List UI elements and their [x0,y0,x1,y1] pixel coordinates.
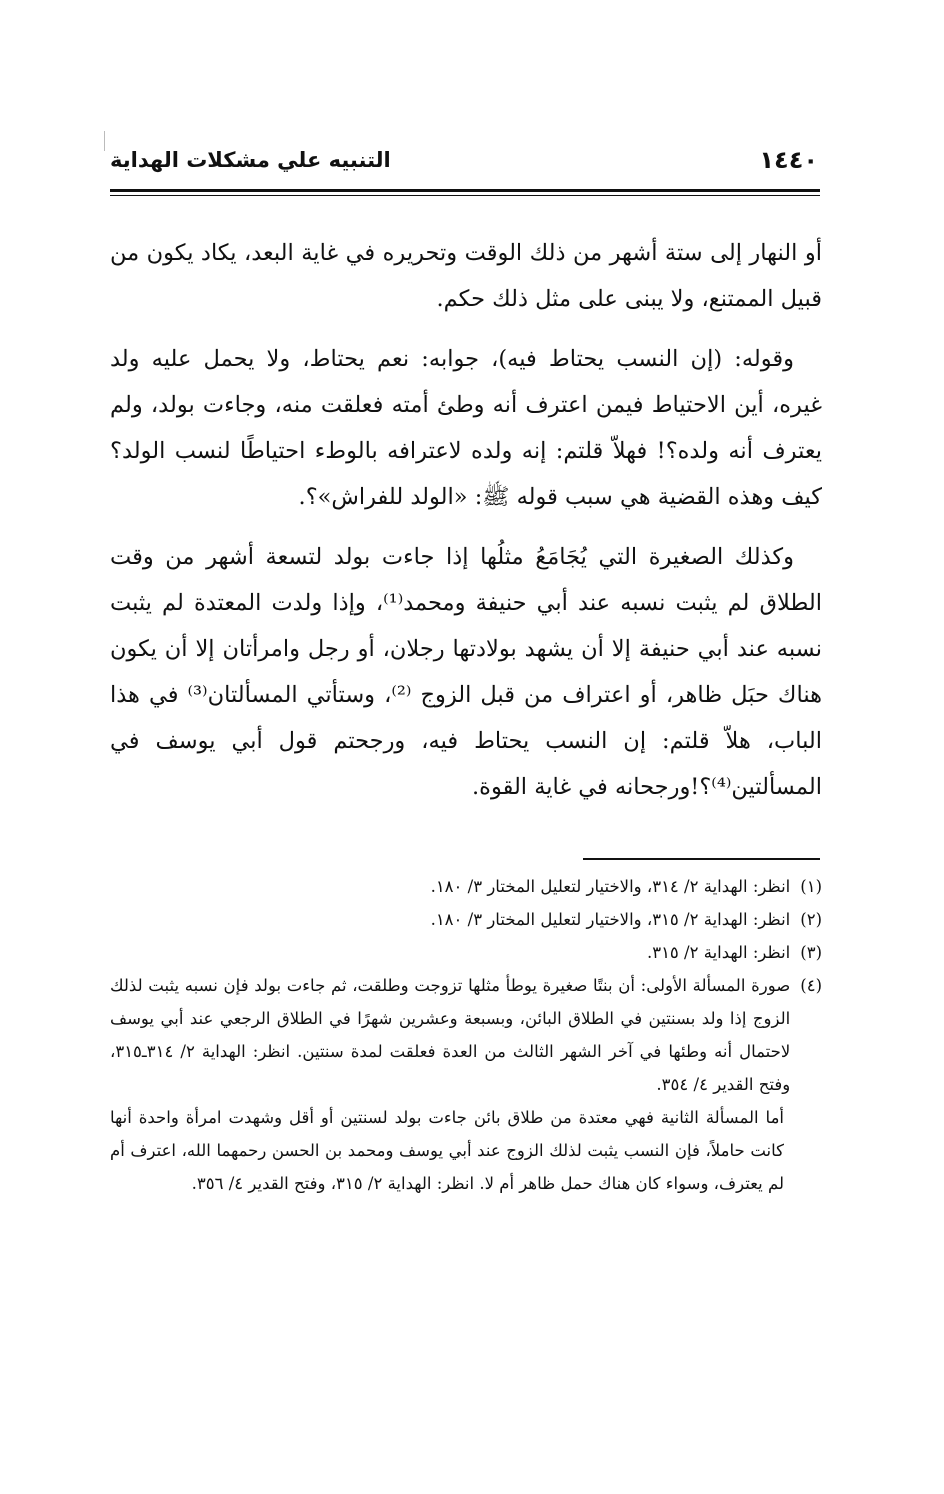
body-paragraph: وكذلك الصغيرة التي يُجَامَعُ مثلُها إذا جاءت بولد لتسعة أشهر من وقت الطلاق لم يثبت نسبه عند أبي حنيفة ومحمد⁽¹⁾، وإذا ولدت المعتدة لم يثبت نسبه عند أبي حنيفة إلا أن يشهد بولادتها رجلان، أو رجل وامرأتان إلا أن يكون هناك حبَل ظاهر، أو اعتراف من قبل الزوج ⁽²⁾، وستأتي المسألتان⁽³⁾ في هذا الباب، هلاّ قلتم: إن النسب يحتاط فيه، ورجحتم قول أبي يوسف في المسألتين⁽⁴⁾؟!ورجحانه في غاية القوة. [110,544,822,800]
main-text [110,230,822,824]
page-header [110,146,818,186]
footnotes [110,870,822,1200]
footnote [110,870,822,903]
page-number: ١٤٤٠ [759,146,818,174]
footnote-number: (١) [800,877,822,896]
footnote-text: انظر: الهداية ٢/ ٣١٥. [646,943,791,962]
body-paragraph: وقوله: (إن النسب يحتاط فيه)، جوابه: نعم يحتاط، ولا يحمل عليه ولد غيره، أين الاحتياط فيمن اعترف أنه وطئ أمته فعلقت منه، وجاءت بولد، ولم يعترف أنه ولده؟! فهلاّ قلتم: إنه ولده لاعترافه بالوطء احتياطًا لنسب الولد؟ كيف وهذه القضية هي سبب قوله ﷺ: «الولد للفراش»؟. [110,346,822,510]
footnote-number: (٢) [800,910,822,929]
footnote-number: (٣) [800,943,822,962]
body-paragraph: أو النهار إلى ستة أشهر من ذلك الوقت وتحريره في غاية البعد، يكاد يكون من قبيل الممتنع، ولا يبنى على مثل ذلك حكم. [110,240,822,312]
footnote-continuation: أما المسألة الثانية فهي معتدة من طلاق بائن جاءت بولد لسنتين أو أقل وشهدت امرأة واحدة أنها كانت حاملاً، فإن النسب يثبت لذلك الزوج عند أبي يوسف ومحمد بن الحسن رحمهما الله، اعترف أم لم يعترف، وسواء كان هناك حمل ظاهر أم لا. انظر: الهداية ٢/ ٣١٥، وفتح القدير ٤/ ٣٥٦. [110,1108,784,1193]
header-rule-thin [110,195,820,196]
margin-mark [104,131,105,151]
footnote-separator [583,858,820,860]
footnote-text: انظر: الهداية ٢/ ٣١٥، والاختيار لتعليل المختار ٣/ ١٨٠. [430,910,791,929]
running-title: التنبيه علي مشكلات الهداية [110,148,391,172]
footnote [110,969,822,1101]
footnote-number: (٤) [800,976,822,995]
footnote [110,936,822,969]
footnote [110,903,822,936]
footnote-text: انظر: الهداية ٢/ ٣١٤، والاختيار لتعليل المختار ٣/ ١٨٠. [430,877,791,896]
footnote-text: صورة المسألة الأولى: أن بنتًا صغيرة يوطأ مثلها تزوجت وطلقت، ثم جاءت بولد فإن نسبه يثبت لذلك الزوج إذا ولد بسنتين في الطلاق البائن، وبسبعة وعشرين شهرًا في الطلاق الرجعي عند أبي يوسف لاحتمال أنه وطئها في آخر الشهر الثالث من العدة فعلقت لمدة سنتين. انظر: الهداية ٢/ ٣١٤ـ٣١٥، وفتح القدير ٤/ ٣٥٤. [110,976,791,1094]
header-rule-thick [110,189,820,192]
